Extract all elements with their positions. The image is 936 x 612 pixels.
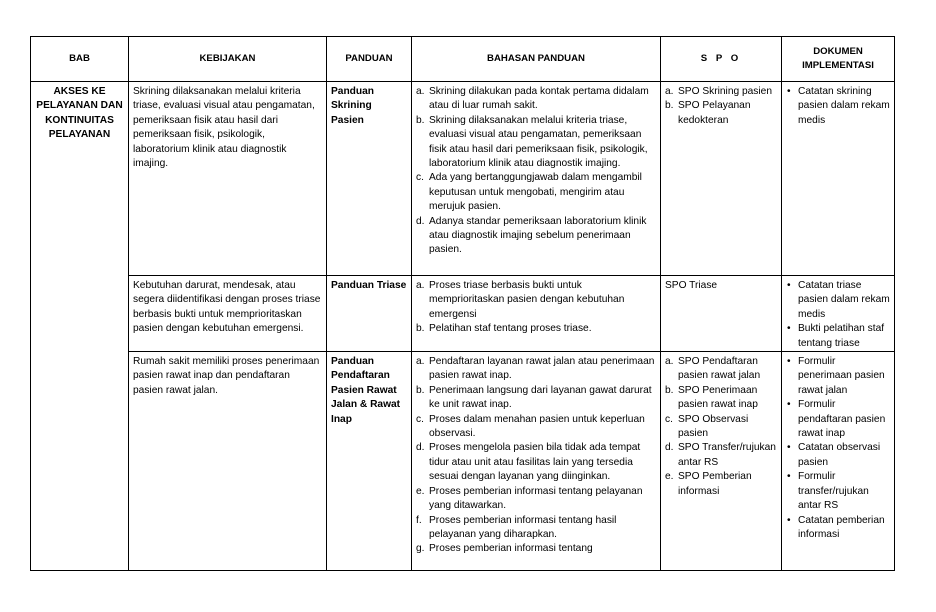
list-item: d. Adanya standar pemeriksaan laboratorium klinik atau diagnostik imajing sebelum penerimaan pasien. [416,215,647,256]
list-item: • Catatan observasi pasien [787,442,881,468]
dokumen-cell [782,82,895,276]
header-row [31,37,895,82]
list-item: c. SPO Observasi pasien [665,413,749,440]
list-item: c. Proses dalam menahan pasien untuk keperluan observasi. [416,413,645,440]
bullet-icon: • [787,514,791,526]
list-item: a. Skrining dilakukan pada kontak pertama didalam atau di luar rumah sakit. [416,86,649,112]
bahasan-cell [412,276,661,352]
list-item: a. Proses triase berbasis bukti untuk memprioritaskan pasien dengan kebutuhan emergensi [416,280,625,320]
list-item: b. Skrining dilaksanakan melalui kriteria triase, evaluasi visual atau pengamatan, pemeriksaan fisik atau hasil dari pemeriksaan fisik, psikologik, laboratorium klinik atau diagnostik imajing. [416,114,648,170]
kebijakan-cell: Skrining dilaksanakan melalui kriteria triase, evaluasi visual atau pengamatan, pemeriksaan fisik atau hasil dari pemeriksaan fisik, psikologik, laboratorium klinik atau diagnostik imajing. [129,82,327,276]
bullet-icon: • [787,399,791,411]
bullet-icon: • [787,280,791,291]
header-bahasan-panduan: BAHASAN PANDUAN [412,37,661,82]
bullet-icon: • [787,471,791,483]
list-item: c. Ada yang bertanggungjawab dalam mengambil keputusan untuk mengobati, mengirim atau merujuk pasien. [416,172,642,213]
list-item: • Catatan triase pasien dalam rekam medis [787,280,890,320]
spo-cell [661,352,782,571]
table-row [31,82,895,276]
dokumen-cell [782,352,895,571]
list-item: e. SPO Pemberian informasi [665,471,752,497]
list-item: g. Proses pemberian informasi tentang [416,543,593,555]
bab-cell: AKSES KE PELAYANAN DAN KONTINUITAS PELAYANAN [31,82,129,571]
list-item: b. Penerimaan langsung dari layanan gawat darurat ke unit rawat inap. [416,384,652,411]
policy-table [30,36,895,571]
dokumen-cell [782,276,895,352]
list-item: f. Proses pemberian informasi tentang hasil pelayanan yang diharapkan. [416,514,617,540]
header-bab: BAB [31,37,129,82]
list-item: a. Pendaftaran layanan rawat jalan atau penerimaan pasien rawat inap. [416,356,655,382]
bullet-icon: • [787,323,791,335]
panduan-cell: Panduan Triase [327,276,412,352]
kebijakan-cell: Rumah sakit memiliki proses penerimaan pasien rawat inap dan pendaftaran pasien rawat jalan. [129,352,327,571]
panduan-cell: Panduan Skrining Pasien [327,82,412,276]
kebijakan-cell: Kebutuhan darurat, mendesak, atau segera diidentifikasi dengan proses triase berbasis bukti untuk memprioritaskan pasien dengan kebutuhan emergensi. [129,276,327,352]
table-row [31,352,895,571]
list-item: • Catatan skrining pasien dalam rekam medis [787,86,890,126]
table-row [31,276,895,352]
bullet-icon: • [787,356,791,368]
header-kebijakan: KEBIJAKAN [129,37,327,82]
bullet-icon: • [787,442,791,454]
panduan-cell: Panduan Pendaftaran Pasien Rawat Jalan & Rawat Inap [327,352,412,571]
header-spo: S P O [661,37,782,82]
list-item: • Formulir transfer/rujukan antar RS [787,471,869,512]
bullet-icon: • [787,86,791,97]
list-item: • Catatan pemberian informasi [787,514,885,540]
list-item: e. Proses pemberian informasi tentang pelayanan yang ditawarkan. [416,485,643,512]
list-item: b. SPO Pelayanan kedokteran [665,100,751,126]
bahasan-cell [412,82,661,276]
list-item: a. SPO Pendaftaran pasien rawat jalan [665,356,761,382]
list-item: d. SPO Transfer/rujukan antar RS [665,442,776,468]
list-item: • Formulir pendaftaran pasien rawat inap [787,399,886,440]
header-dokumen-implementasi: DOKUMEN IMPLEMENTASI [782,37,895,82]
list-item: d. Proses mengelola pasien bila tidak ada tempat tidur atau unit atau fasilitas lain yang tersedia sesuai dengan layanan yang diinginkan. [416,442,641,483]
list-item: • Bukti pelatihan staf tentang triase [787,323,885,349]
bahasan-cell [412,352,661,571]
list-item: b. SPO Penerimaan pasien rawat inap [665,384,758,411]
list-item: a. SPO Skrining pasien [665,86,773,97]
list-item: b. Pelatihan staf tentang proses triase. [416,323,592,335]
list-item: • Formulir penerimaan pasien rawat jalan [787,356,885,396]
spo-cell [661,82,782,276]
spo-cell: SPO Triase [661,276,782,352]
header-panduan: PANDUAN [327,37,412,82]
